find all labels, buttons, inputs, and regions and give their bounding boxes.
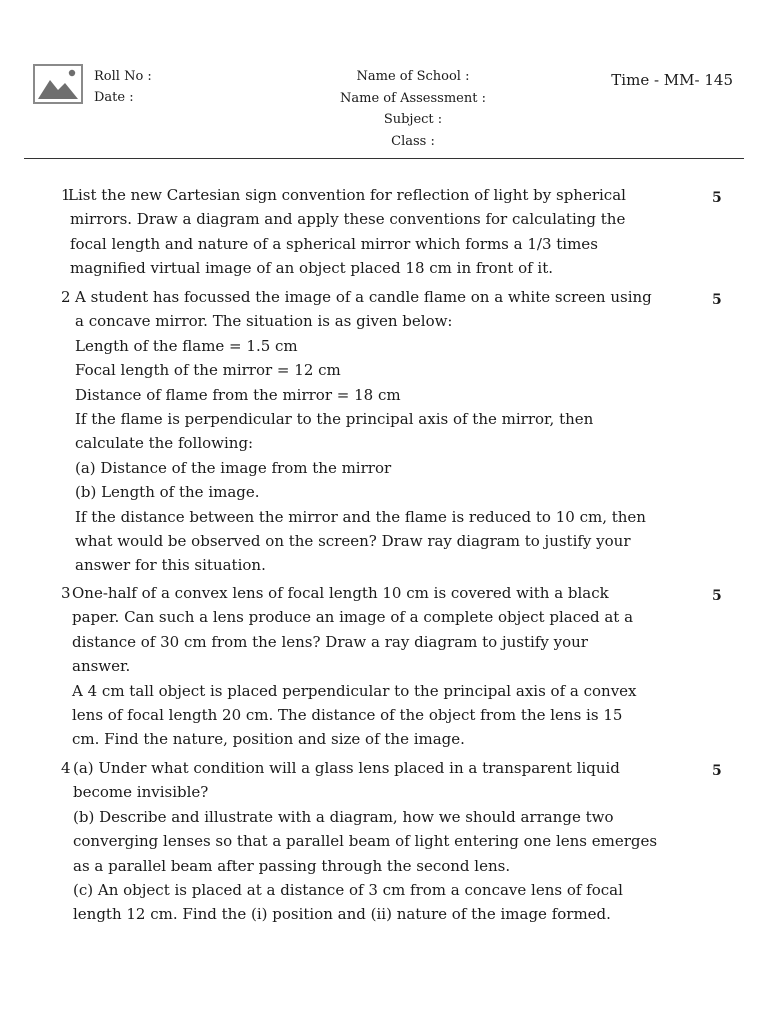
question-marks: 5 (712, 292, 722, 308)
question-line: answer. (72, 657, 131, 676)
question-number: 3 (61, 584, 71, 602)
question-line: lens of focal length 20 cm. The distance of the object from the lens is 15 (72, 706, 623, 725)
question-line: paper. Can such a lens produce an image of a complete object placed at a (72, 608, 634, 627)
question-line: A student has focussed the image of a candle flame on a white screen using (75, 288, 652, 306)
image-placeholder-icon (33, 64, 83, 104)
question-line: cm. Find the nature, position and size of the image. (72, 730, 465, 749)
question-line: focal length and nature of a spherical mirror which forms a 1/3 times (70, 234, 598, 253)
question-line: mirrors. Draw a diagram and apply these conventions for calculating the (70, 210, 626, 229)
question-line: If the distance between the mirror and the flame is reduced to 10 cm, then (75, 507, 646, 526)
subject-label: Subject : (383, 112, 443, 127)
question-number: 1 (61, 186, 71, 204)
question-text (68, 183, 626, 281)
header-divider (24, 158, 744, 159)
question-line: A 4 cm tall object is placed perpendicular to the principal axis of a convex (72, 681, 637, 700)
question-line: Distance of flame from the mirror = 18 cm (75, 385, 401, 404)
time-marks-label: Time - MM- 145 (611, 71, 733, 89)
question-line: (b) Length of the image. (75, 483, 260, 502)
assessment-name-label: Name of Assessment : (340, 90, 486, 106)
question-line: distance of 30 cm from the lens? Draw a ray diagram to justify your (72, 632, 588, 651)
question-line: converging lenses so that a parallel beam of light entering one lens emerges (73, 832, 658, 851)
question-marks: 5 (712, 763, 722, 779)
question-line: List the new Cartesian sign convention for reflection of light by spherical (68, 186, 626, 204)
date-label: Date : (94, 90, 134, 105)
question-line: Focal length of the mirror = 12 cm (75, 361, 341, 380)
question-marks: 5 (712, 588, 722, 604)
header-left (94, 66, 152, 108)
question-line: magnified virtual image of an object placed 18 cm in front of it. (70, 259, 554, 278)
question-line: a concave mirror. The situation is as given below: (75, 312, 453, 331)
question-marks: 5 (712, 190, 722, 206)
question-line: become invisible? (73, 783, 209, 802)
question-line: One-half of a convex lens of focal length 10 cm is covered with a black (72, 584, 609, 602)
question-line: answer for this situation. (75, 556, 266, 575)
question-line: Length of the flame = 1.5 cm (75, 336, 298, 355)
question-text (73, 756, 658, 927)
question-number: 4 (61, 759, 71, 777)
question-line: If the flame is perpendicular to the principal axis of the mirror, then (75, 410, 594, 429)
question-number: 2 (61, 288, 71, 306)
question-line: (a) Distance of the image from the mirror (75, 458, 392, 477)
question-text (72, 581, 637, 752)
roll-no-label: Roll No : (94, 69, 152, 84)
question-line: (a) Under what condition will a glass lens placed in a transparent liquid (73, 759, 620, 777)
class-label: Class : (391, 133, 435, 149)
question-line: calculate the following: (75, 434, 254, 453)
school-name-label: Name of School : (356, 69, 470, 84)
question-line: as a parallel beam after passing through the second lens. (73, 856, 511, 875)
question-text (75, 285, 652, 578)
question-line: length 12 cm. Find the (i) position and (ii) nature of the image formed. (73, 905, 611, 924)
question-line: (b) Describe and illustrate with a diagram, how we should arrange two (73, 807, 614, 826)
question-line: (c) An object is placed at a distance of 3 cm from a concave lens of focal (73, 881, 623, 900)
header-center (313, 66, 513, 152)
question-line: what would be observed on the screen? Draw ray diagram to justify your (75, 532, 631, 551)
